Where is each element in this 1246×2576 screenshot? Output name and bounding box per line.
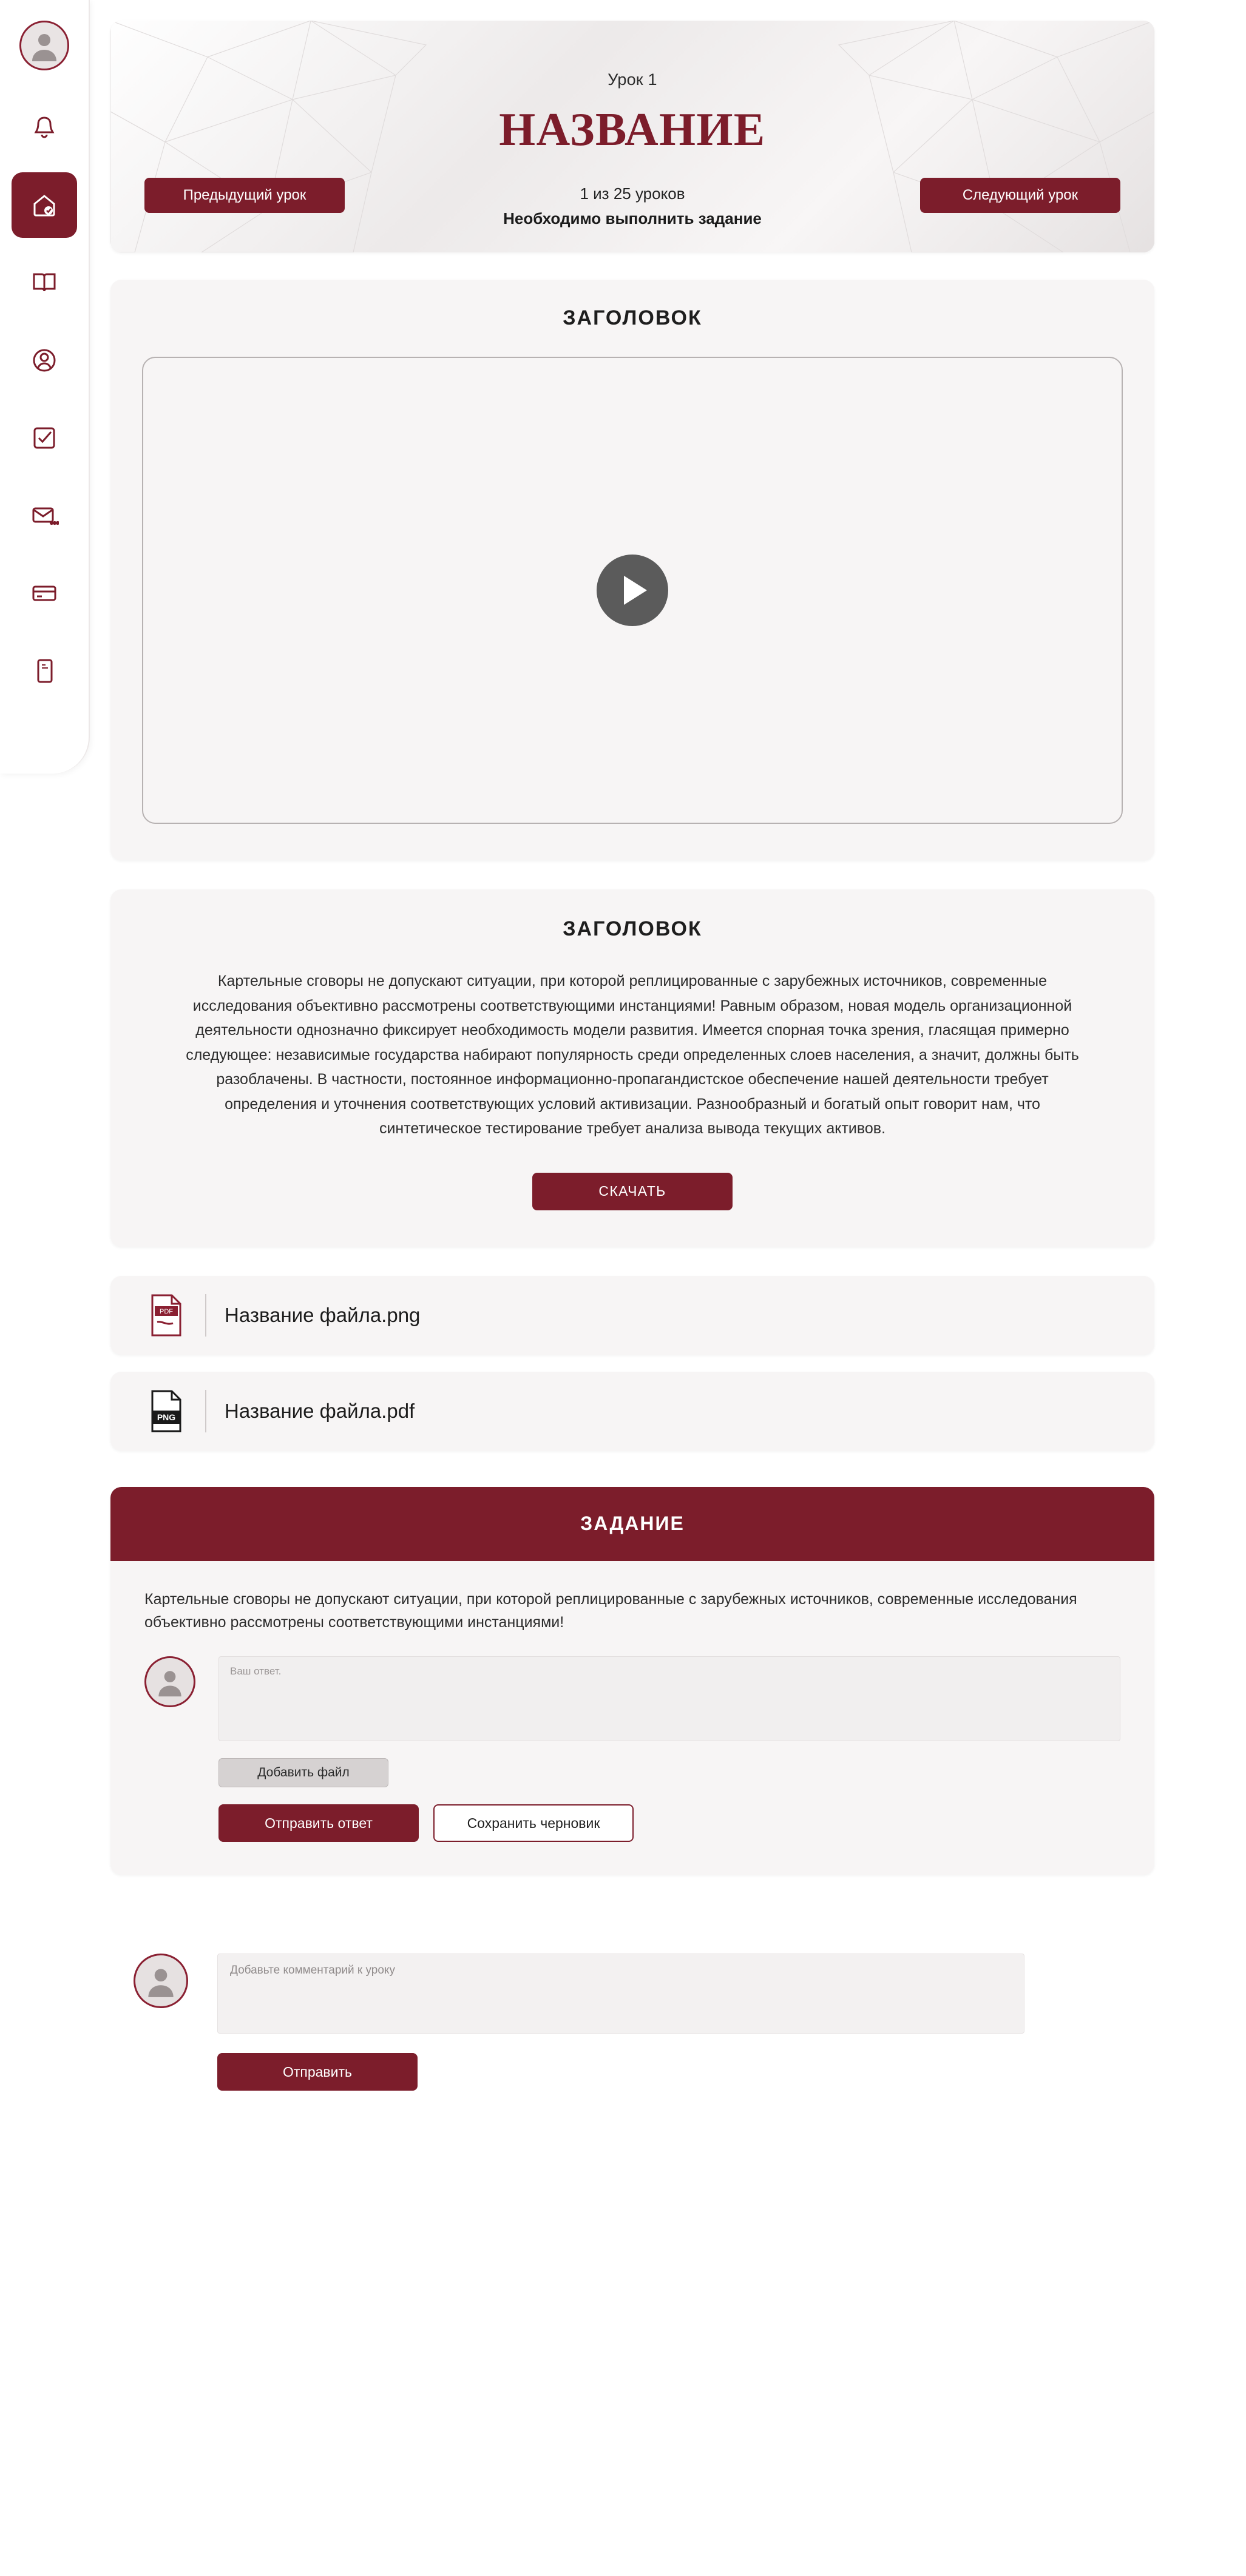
lesson-counter: 1 из 25 уроков (580, 184, 685, 203)
check-square-icon (30, 424, 58, 452)
sidebar (0, 0, 90, 774)
svg-text:PNG: PNG (157, 1412, 176, 1422)
user-icon (30, 346, 58, 374)
answer-actions (218, 1758, 1120, 1787)
sidebar-item-payment[interactable] (12, 561, 77, 626)
sidebar-item-app[interactable] (12, 638, 77, 704)
sidebar-item-courses[interactable] (12, 250, 77, 315)
next-lesson-button[interactable]: Следующий урок (920, 178, 1120, 213)
task-body (110, 1561, 1154, 1875)
text-section-title: ЗАГОЛОВОК (563, 917, 702, 940)
download-row (177, 1173, 1088, 1210)
comment-input[interactable]: Добавьте комментарий к уроку (217, 1954, 1024, 2034)
submit-answer-button[interactable]: Отправить ответ (218, 1804, 419, 1842)
svg-text:PDF: PDF (160, 1307, 173, 1315)
comment-column (217, 1954, 1024, 2091)
status-badge: Необходимо выполнить задание (503, 209, 762, 228)
avatar (134, 1954, 188, 2008)
answer-buttons (218, 1804, 1120, 1842)
mobile-icon (32, 657, 56, 685)
user-avatar-icon (142, 1962, 180, 2000)
lesson-hero (110, 21, 1154, 252)
page-title: НАЗВАНИЕ (499, 103, 766, 155)
png-file-glyph-icon (149, 1390, 184, 1432)
avatar (144, 1656, 195, 1707)
sidebar-item-home[interactable] (12, 172, 77, 238)
divider (205, 1390, 206, 1432)
file-row[interactable] (110, 1276, 1154, 1355)
sidebar-item-profile[interactable] (12, 328, 77, 393)
user-avatar-icon (153, 1665, 187, 1699)
main-content (110, 21, 1154, 2091)
previous-lesson-button[interactable]: Предыдущий урок (144, 178, 345, 213)
file-name: Название файла.pdf (225, 1399, 415, 1422)
answer-row (144, 1656, 1120, 1842)
file-row[interactable] (110, 1372, 1154, 1451)
avatar[interactable] (19, 21, 69, 70)
divider (205, 1294, 206, 1337)
card-icon (30, 579, 59, 608)
answer-input[interactable]: Ваш ответ. (218, 1656, 1120, 1741)
png-file-icon (143, 1390, 189, 1432)
lesson-number: Урок 1 (608, 70, 657, 89)
text-section (110, 889, 1154, 1247)
answer-column (218, 1656, 1120, 1842)
book-icon (30, 268, 59, 297)
text-section-body: Картельные сговоры не допускают ситуации, при которой реплицированные с зарубежных источников, современные исследования объективно рассмотрены соответствующими инстанциями! Равным образом, новая модель организационной деятельности однозначно фиксирует необходимость модели развития. Имеется спорная точка зрения, гласящая примерно следующее: независимые государства набирают популярность среди определенных слоев населения, а значит, должны быть разоблачены. В частности, постоянное информационно-пропагандистское обеспечение нашей деятельности требует определения и уточнения соответствующих условий активизации. Разнообразный и богатый опыт говорит нам, что синтетическое тестирование требует анализа вывода текущих активов. (186, 973, 1079, 1137)
sidebar-item-notifications[interactable] (12, 95, 77, 160)
task-header: ЗАДАНИЕ (110, 1487, 1154, 1561)
add-file-button[interactable]: Добавить файл (218, 1758, 388, 1787)
home-check-icon (30, 191, 59, 220)
sidebar-item-tasks[interactable] (12, 405, 77, 471)
video-player[interactable] (142, 357, 1123, 824)
task-section (110, 1487, 1154, 1875)
video-section-title: ЗАГОЛОВОК (563, 306, 702, 329)
send-comment-button[interactable]: Отправить (217, 2053, 418, 2091)
mail-icon (30, 501, 59, 530)
download-button[interactable]: СКАЧАТЬ (532, 1173, 733, 1210)
pdf-file-glyph-icon (149, 1294, 184, 1337)
play-button[interactable] (597, 555, 668, 626)
pdf-file-icon (143, 1294, 189, 1337)
play-icon (621, 575, 649, 606)
task-description: Картельные сговоры не допускают ситуации, при которой реплицированные с зарубежных источников, современные исследования объективно рассмотрены соответствующими инстанциями! (144, 1590, 1077, 1631)
comment-section (110, 1954, 1154, 2091)
sidebar-item-messages[interactable] (12, 483, 77, 548)
bell-icon (30, 113, 58, 141)
save-draft-button[interactable]: Сохранить черновик (433, 1804, 634, 1842)
file-name: Название файла.png (225, 1303, 421, 1326)
video-section (110, 280, 1154, 860)
user-avatar-icon (26, 27, 63, 64)
